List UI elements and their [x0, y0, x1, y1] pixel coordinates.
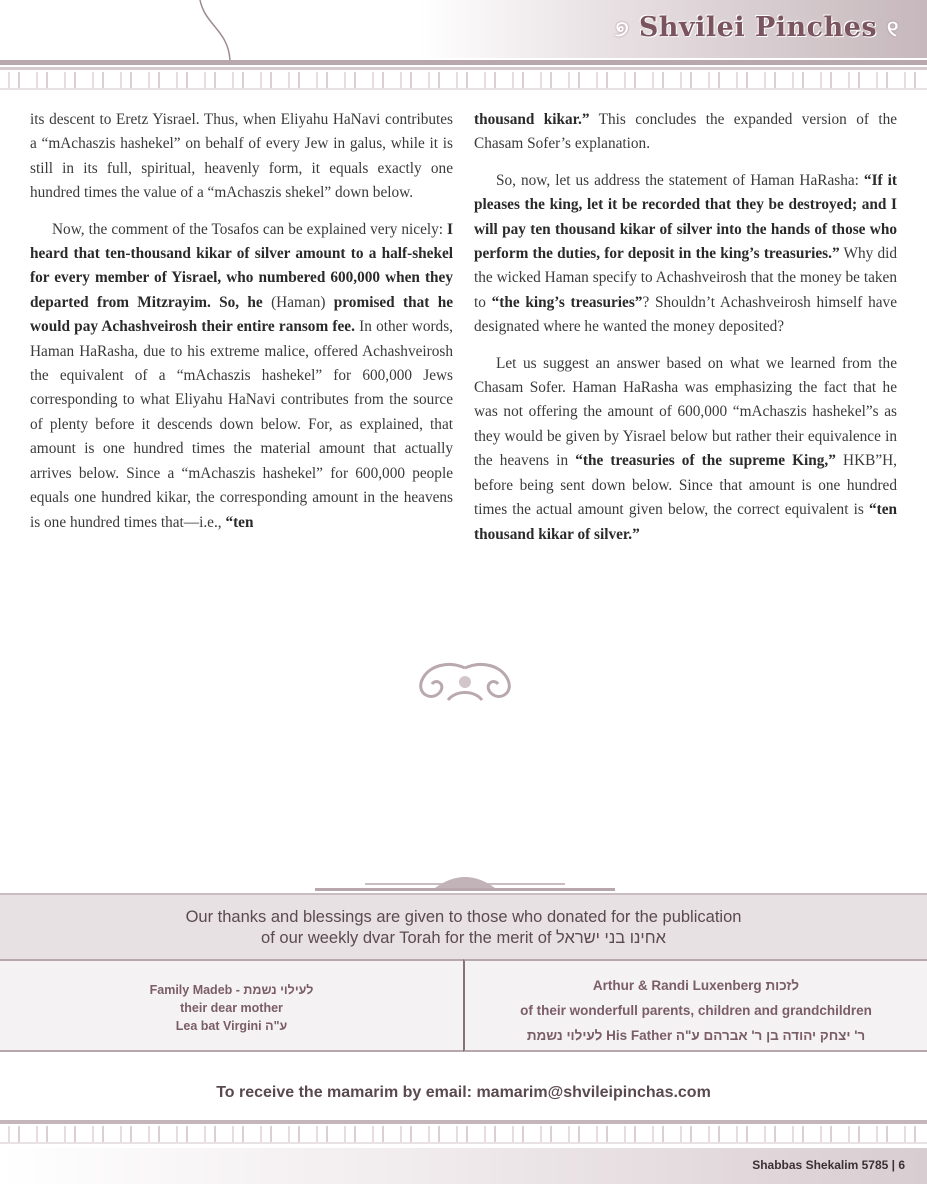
donor-line: their dear mother [180, 1001, 283, 1015]
bold-quote: “If it pleases the king, let it be recorded that they be destroyed; and I will pay ten thousand kikar of silver into the hands of those who perform the duties, for deposit in the king’s treasuries.” [474, 171, 897, 263]
email-subscription-line: To receive the mamarim by email: mamarim@shvileipinchas.com [216, 1084, 711, 1101]
scroll-ornament-icon: ୭ [614, 16, 629, 42]
flourish-divider-icon [408, 660, 522, 708]
scroll-ornament-icon: ୧ [887, 16, 899, 42]
left-column [30, 108, 453, 535]
bold-quote: “ten [225, 513, 254, 531]
donor-line: Arthur & Randi Luxenberg לזכות [592, 978, 800, 993]
donor-box-left [0, 959, 463, 1052]
donor-line: לעילוי נשמת His Father ר' יצחק יהודה בן ר' אברהם ע"ה [526, 1028, 866, 1043]
fan-ornament-icon [315, 872, 615, 894]
text-run: its descent to Eretz Yisrael. Thus, when Eliyahu HaNavi contributes a “mAchaszis hashekel” on behalf of every Jew in galus, while it is still in its full, spiritual, heavenly form, it equals exactly one hundred times the value of a “mAchaszis shekel” down below. [30, 111, 453, 202]
bold-quote: I heard that ten-thousand kikar of silver amount to a half-shekel for every member of Yisrael, who numbered 600,000 when they departed from Mitzrayim. So, he [30, 220, 453, 311]
text-run: HKB”H, before being sent down below. Since that amount is one hundred times the actual amount given below, the correct equivalent is [474, 452, 897, 519]
text-run: Why did the wicked Haman specify to Achashveirosh that the money be taken to [474, 245, 898, 311]
ornamental-border [0, 72, 927, 90]
paragraph [30, 218, 453, 535]
bold-quote: “the treasuries of the supreme King,” [575, 452, 836, 470]
thanks-line: Our thanks and blessings are given to those who donated for the publication [185, 908, 742, 926]
paragraph [474, 169, 897, 340]
text-run: (Haman) [262, 293, 334, 311]
header-rule [0, 60, 927, 65]
bold-quote: “ten thousand kikar of silver.” [474, 501, 897, 543]
paragraph [474, 352, 897, 547]
bold-quote: thousand kikar.” [474, 111, 590, 128]
header-rule [0, 67, 927, 70]
right-column [474, 108, 897, 547]
publication-title: Shvilei Pinches [638, 12, 878, 43]
bold-quote: promised that he would pay Achashveirosh their entire ransom fee. [30, 293, 454, 336]
donor-line: of their wonderfull parents, children and grandchildren [520, 1003, 872, 1018]
page-header [0, 0, 927, 90]
text-run: In other words, Haman HaRasha, due to his extreme malice, offered Achashveirosh the equivalent of a “mAchaszis hashekel” for 600,000 Jews corresponding to what Eliyahu HaNavi contributes from the source of plenty before it descends down below. For, as explained, that amount is one hundred times the material amount that actually arrives below. Since a “mAchaszis hashekel” for 600,000 people equals one hundred kikar, the corresponding amount in the heavens is one hundred times that—i.e., [30, 318, 453, 531]
text-run: Now, the comment of the Tosafos can be explained very nicely: [52, 220, 448, 238]
text-run: ? Shouldn’t Achashveirosh himself have designated where he wanted the money deposited? [474, 293, 897, 336]
paragraph [474, 108, 897, 157]
text-run: This concludes the expanded version of the Chasam Sofer’s explanation. [474, 111, 898, 153]
donor-line: Lea bat Virgini ע"ה [175, 1019, 288, 1033]
donor-line: Family Madeb - לעילוי נשמת [149, 983, 314, 997]
publication-logo [615, 12, 899, 43]
bold-quote: “the king’s treasuries” [491, 293, 643, 311]
page-footer-issue-number: Shabbas Shekalim 5785 | 6 [752, 1158, 905, 1172]
thanks-line: of our weekly dvar Torah for the merit of אחינו בני ישראל [261, 929, 666, 947]
paragraph [30, 108, 453, 206]
ornamental-border [0, 1126, 927, 1144]
donor-box-right [463, 959, 927, 1052]
thanks-banner [0, 893, 927, 959]
text-run: Let us suggest an answer based on what we learned from the Chasam Sofer. Haman HaRasha was emphasizing the fact that he was not offering the amount of 600,000 “mAchaszis hashekel”s as they would be given by Yisrael below but rather their equivalence in the heavens in [474, 354, 897, 470]
footer-rule [0, 1120, 927, 1124]
text-run: So, now, let us address the statement of Haman HaRasha: [496, 171, 864, 189]
